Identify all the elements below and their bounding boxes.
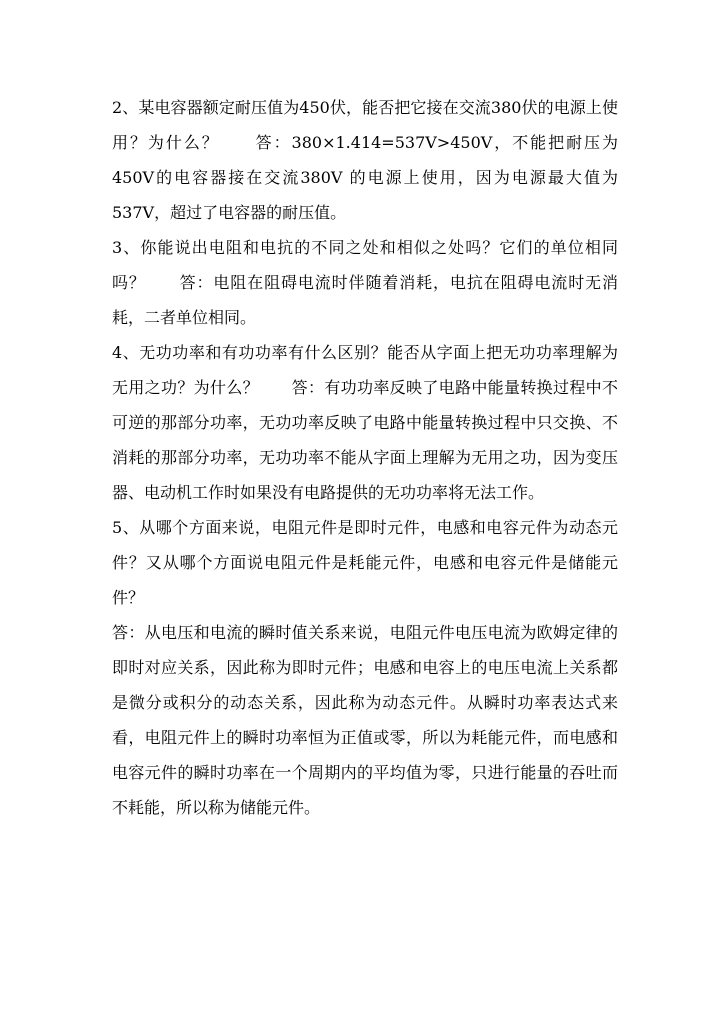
answer-5-paragraph: 答：从电压和电流的瞬时值关系来说，电阻元件电压电流为欧姆定律的即时对应关系，因此称为即时元件；电感和电容上的电压电流上关系都是微分或积分的动态关系，因此称为动态元件。从瞬时功率表达式来看，电阻元件上的瞬时功率恒为正值或零，所以为耗能元件，而电感和电容元件的瞬时功率在一个周期内的平均值为零，只进行能量的吞吐而不耗能，所以称为储能元件。: [112, 623, 618, 817]
question-4-paragraph: 4、无功功率和有功功率有什么区别？能否从字面上把无功功率理解为无用之功？为什么？ 答：有功功率反映了电路中能量转换过程中不可逆的那部分功率，无功功率反映了电路中能量转换过程中只交换、不消耗的那部分功率，无功功率不能从字面上理解为无用之功，因为变压器、电动机工作时如果没有电路提供的无功功率将无法工作。: [112, 343, 618, 502]
document-body: [112, 90, 618, 825]
question-5-paragraph: 5、从哪个方面来说，电阻元件是即时元件，电感和电容元件为动态元件？又从哪个方面说电阻元件是耗能元件，电感和电容元件是储能元件？: [112, 518, 618, 607]
question-2-paragraph: 2、某电容器额定耐压值为450伏，能否把它接在交流380伏的电源上使用？为什么？ 答：380×1.414=537V>450V，不能把耐压为450V的电容器接在交流380V 的电源上使用，因为电源最大值为537V，超过了电容器的耐压值。: [112, 98, 618, 222]
question-3-paragraph: 3、你能说出电阻和电抗的不同之处和相似之处吗？它们的单位相同吗？ 答：电阻在阻碍电流时伴随着消耗，电抗在阻碍电流时无消耗，二者单位相同。: [112, 238, 618, 327]
